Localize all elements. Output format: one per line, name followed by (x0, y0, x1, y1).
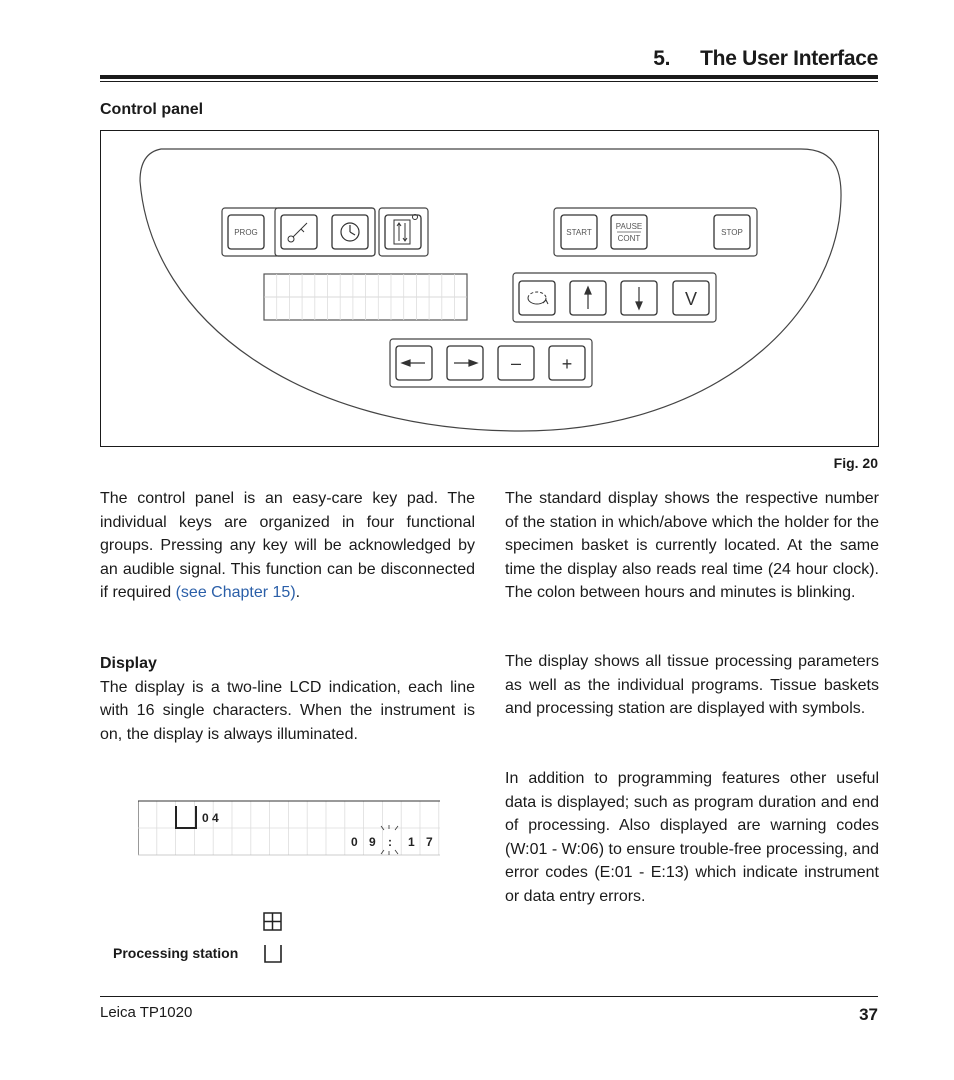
section-title: Control panel (100, 101, 204, 118)
lcd-example (138, 800, 440, 856)
v-key-label: V (684, 289, 698, 309)
standard-display-paragraph: The standard display shows the respective number of the station in which/above which the holder for the specimen basket is currently located. At the same time the display also reads real time (24 hour clock). The colon between hours and minutes is blinking. (505, 490, 879, 601)
pause-key-label: PAUSE (615, 222, 643, 231)
minus-key-label: – (510, 353, 522, 373)
chapter-title: The User Interface (700, 47, 878, 70)
time-hour-2: 9 (369, 835, 376, 849)
lcd-example-drawing (138, 800, 440, 856)
header-rule-thin (100, 81, 878, 82)
key-icon-key[interactable] (281, 215, 317, 249)
display-section (100, 652, 475, 746)
station-number: 0 4 (202, 811, 219, 825)
header-rule-thick (100, 75, 878, 79)
keypad-outline (140, 149, 841, 431)
time-colon: : (388, 835, 392, 849)
figure-caption: Fig. 20 (833, 455, 878, 471)
chapter-number: 5. (653, 47, 671, 70)
time-minute-1: 1 (408, 835, 415, 849)
rotate-key[interactable] (519, 281, 555, 315)
control-panel-drawing (101, 131, 878, 446)
features-paragraph: In addition to programming features other useful data is displayed; such as program duration and end of processing. Also displayed are warning codes (W:01 - W:06) to ensure trouble-free processing, and error codes (E:01 - E:13) which indicate instrument or data entry errors. (505, 770, 879, 905)
footer-product: Leica TP1020 (100, 1004, 193, 1021)
lcd-window (264, 274, 467, 320)
intro-paragraph (100, 487, 475, 605)
processing-station-icon (263, 944, 283, 964)
parameters-paragraph: The display shows all tissue processing parameters as well as the individual programs. Tissue baskets and processing station are displayed with symbols. (505, 653, 879, 717)
station-symbol-icon (176, 806, 196, 828)
control-panel-figure (100, 130, 879, 447)
chapter-15-link[interactable]: (see Chapter 15) (175, 584, 296, 601)
plus-key-label: + (561, 354, 573, 374)
tissue-basket-icon (263, 912, 283, 932)
start-key-label: START (566, 228, 592, 237)
time-minute-2: 7 (426, 835, 433, 849)
footer-rule (100, 996, 878, 997)
intro-text-end: . (295, 584, 301, 601)
display-description: The display is a two-line LCD indication, each line with 16 single characters. When the instrument is on, the display is always illuminated. (100, 678, 475, 743)
page-number: 37 (859, 1005, 878, 1024)
prog-key-label: PROG (234, 228, 258, 237)
intro-text: The control panel is an easy-care key pad. The individual keys are organized in four functional groups. Pressing any key will be acknowledged by an audible signal. This function can be disconnected if required (100, 490, 475, 601)
stop-key-label: STOP (721, 228, 743, 237)
time-hour-1: 0 (351, 835, 358, 849)
chapter-heading (653, 47, 878, 71)
processing-station-label: Processing station (113, 945, 239, 961)
cont-key-label: CONT (617, 234, 641, 243)
display-heading: Display (100, 655, 157, 672)
